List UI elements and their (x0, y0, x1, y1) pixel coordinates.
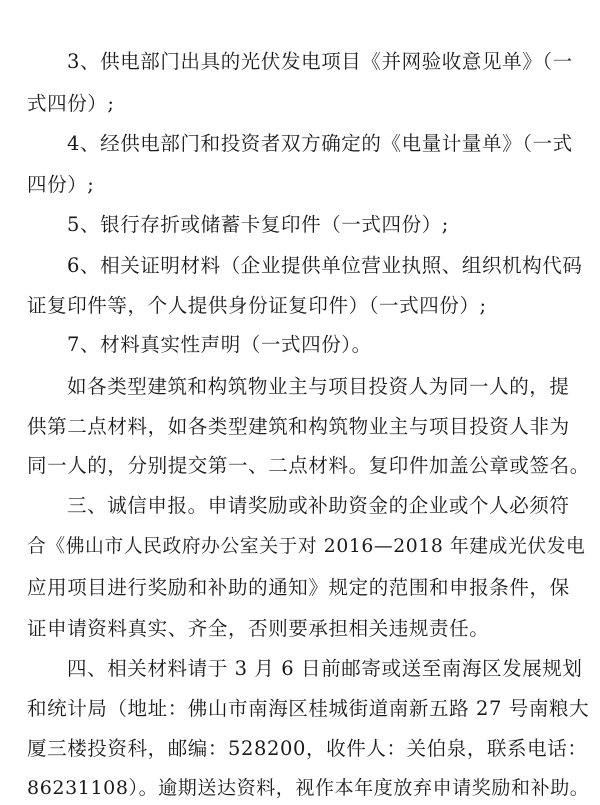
text-line: 厦三楼投资科，邮编：528200，收件人：关伯泉，联系电话： (27, 737, 588, 760)
text-line: 四份）; (27, 173, 95, 196)
text-line: 证复印件等，个人提供身份证复印件）（一式四份）; (27, 294, 487, 317)
text-line: 3、供电部门出具的光伏发电项目《并网验收意见单》（一 (67, 50, 573, 73)
text-line: 四、相关材料请于 3 月 6 日前邮寄或送至南海区发展规划 (67, 657, 583, 680)
text-line: 和统计局（地址：佛山市南海区桂城街道南新五路 27 号南粮大 (27, 697, 590, 720)
text-line: 三、诚信申报。申请奖励或补助资金的企业或个人必须符 (67, 494, 570, 517)
text-line: 6、相关证明材料（企业提供单位营业执照、组织机构代码 (67, 254, 583, 277)
text-line: 式四份）; (27, 92, 115, 115)
text-line: 7、材料真实性声明（一式四份）。 (67, 333, 372, 356)
text-line: 证申请资料真实、齐全，否则要承担相关违规责任。 (27, 617, 490, 640)
text-line: 合《佛山市人民政府办公室关于对 2016—2018 年建成光伏发电 (27, 536, 586, 557)
text-line: 5、银行存折或储蓄卡复印件（一式四份）; (67, 213, 449, 236)
text-line: 4、经供电部门和投资者双方确定的《电量计量单》（一式 (67, 132, 573, 155)
text-line: 如各类型建筑和构筑物业主与项目投资人为同一人的，提 (67, 375, 570, 398)
text-line: 供第二点材料，如各类型建筑和构筑物业主与项目投资人非为 (27, 415, 570, 438)
text-line: 86231108）。逾期送达资料，视作本年度放弃申请奖励和补助。 (27, 777, 590, 799)
text-line: 同一人的，分别提交第一、二点材料。复印件加盖公章或签名。 (27, 454, 590, 477)
text-line: 应用项目进行奖励和补助的通知》规定的范围和申报条件，保 (27, 576, 570, 599)
